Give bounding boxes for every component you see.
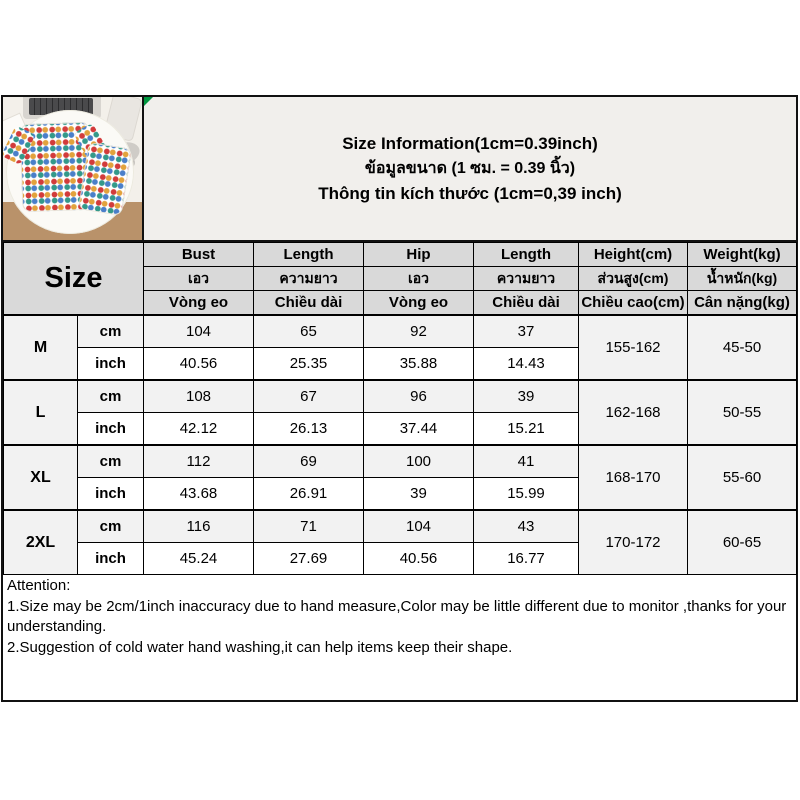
l-hip-inch: 37.44 <box>364 413 474 446</box>
m-length-cm: 65 <box>254 315 364 348</box>
header-bust-vi: Vòng eo <box>144 291 254 316</box>
unit-label-cm: cm <box>78 315 144 348</box>
table-row-l-cm <box>4 380 797 413</box>
2xl-bust-inch: 45.24 <box>144 543 254 575</box>
attention-item-2: 2.Suggestion of cold water hand washing,it can help items keep their shape. <box>7 638 513 656</box>
header-height-th: ส่วนสูง(cm) <box>579 267 688 291</box>
2xl-hip-cm: 104 <box>364 510 474 543</box>
size-label-xl: XL <box>4 445 78 510</box>
header-length2-th: ความยาว <box>474 267 579 291</box>
m-hip-inch: 35.88 <box>364 348 474 381</box>
header-height-vi: Chiều cao(cm) <box>579 291 688 316</box>
xl-bust-inch: 43.68 <box>144 478 254 511</box>
l-bust-inch: 42.12 <box>144 413 254 446</box>
size-label-m: M <box>4 315 78 380</box>
size-label-2xl: 2XL <box>4 510 78 575</box>
product-photo <box>3 97 144 240</box>
m-bust-cm: 104 <box>144 315 254 348</box>
header-length2-vi: Chiều dài <box>474 291 579 316</box>
l-length-inch: 26.13 <box>254 413 364 446</box>
header-hip-en: Hip <box>364 243 474 267</box>
l-length-cm: 67 <box>254 380 364 413</box>
l-weight: 50-55 <box>688 380 797 445</box>
size-label-l: L <box>4 380 78 445</box>
l-length2-cm: 39 <box>474 380 579 413</box>
header-length2-en: Length <box>474 243 579 267</box>
m-length2-cm: 37 <box>474 315 579 348</box>
header-bust-en: Bust <box>144 243 254 267</box>
size-chart-sheet <box>1 95 798 702</box>
m-hip-cm: 92 <box>364 315 474 348</box>
unit-label-inch: inch <box>78 478 144 511</box>
xl-length2-cm: 41 <box>474 445 579 478</box>
header-hip-vi: Vòng eo <box>364 291 474 316</box>
xl-hip-inch: 39 <box>364 478 474 511</box>
table-row-xl-cm <box>4 445 797 478</box>
title-vietnamese: Thông tin kích thước (1cm=0,39 inch) <box>318 184 622 203</box>
header-length-en: Length <box>254 243 364 267</box>
xl-hip-cm: 100 <box>364 445 474 478</box>
2xl-weight: 60-65 <box>688 510 797 575</box>
xl-length2-inch: 15.99 <box>474 478 579 511</box>
m-bust-inch: 40.56 <box>144 348 254 381</box>
title-block <box>144 97 796 240</box>
l-hip-cm: 96 <box>364 380 474 413</box>
header-hip-th: เอว <box>364 267 474 291</box>
unit-label-inch: inch <box>78 543 144 575</box>
m-height: 155-162 <box>579 315 688 380</box>
2xl-length2-inch: 16.77 <box>474 543 579 575</box>
attention-notes <box>3 575 796 658</box>
top-section <box>3 97 796 242</box>
unit-label-cm: cm <box>78 445 144 478</box>
xl-weight: 55-60 <box>688 445 797 510</box>
l-height: 162-168 <box>579 380 688 445</box>
unit-label-inch: inch <box>78 413 144 446</box>
xl-length-inch: 26.91 <box>254 478 364 511</box>
2xl-hip-inch: 40.56 <box>364 543 474 575</box>
m-length-inch: 25.35 <box>254 348 364 381</box>
header-weight-vi: Cân nặng(kg) <box>688 291 797 316</box>
title-english: Size Information(1cm=0.39inch) <box>342 134 598 153</box>
xl-length-cm: 69 <box>254 445 364 478</box>
m-length2-inch: 14.43 <box>474 348 579 381</box>
header-weight-th: น้ำหนัก(kg) <box>688 267 797 291</box>
xl-height: 168-170 <box>579 445 688 510</box>
unit-label-cm: cm <box>78 510 144 543</box>
l-length2-inch: 15.21 <box>474 413 579 446</box>
l-bust-cm: 108 <box>144 380 254 413</box>
header-height-en: Height(cm) <box>579 243 688 267</box>
table-row-2xl-cm <box>4 510 797 543</box>
header-length-vi: Chiều dài <box>254 291 364 316</box>
unit-label-inch: inch <box>78 348 144 381</box>
header-bust-th: เอว <box>144 267 254 291</box>
title-thai: ข้อมูลขนาด (1 ซม. = 0.39 นิ้ว) <box>364 160 576 177</box>
size-table <box>3 242 797 575</box>
size-header-cell: Size <box>4 243 144 316</box>
unit-label-cm: cm <box>78 380 144 413</box>
table-row-m-cm <box>4 315 797 348</box>
attention-heading: Attention: <box>7 577 71 594</box>
header-length-th: ความยาว <box>254 267 364 291</box>
green-corner-marker-icon <box>144 97 153 106</box>
xl-bust-cm: 112 <box>144 445 254 478</box>
2xl-height: 170-172 <box>579 510 688 575</box>
2xl-length-inch: 27.69 <box>254 543 364 575</box>
2xl-length-cm: 71 <box>254 510 364 543</box>
2xl-length2-cm: 43 <box>474 510 579 543</box>
m-weight: 45-50 <box>688 315 797 380</box>
2xl-bust-cm: 116 <box>144 510 254 543</box>
attention-item-1: 1.Size may be 2cm/1inch inaccuracy due to hand measure,Color may be little different due to monitor ,thanks for your understanding. <box>7 597 787 635</box>
header-weight-en: Weight(kg) <box>688 243 797 267</box>
